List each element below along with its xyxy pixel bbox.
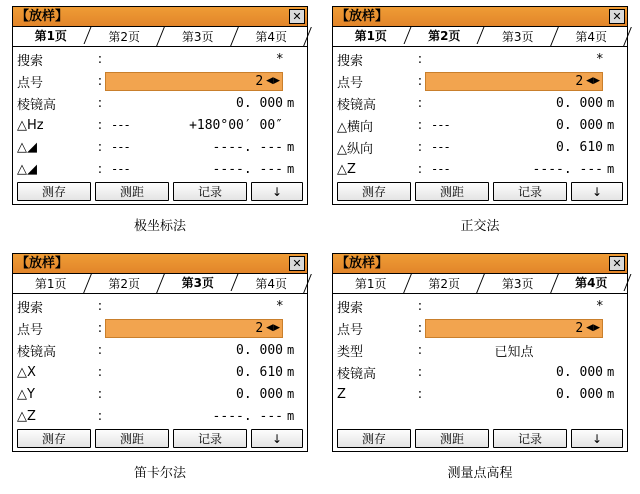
tab-page-1[interactable]: [13, 27, 87, 46]
colon: :: [97, 364, 103, 380]
close-icon[interactable]: ✕: [609, 9, 625, 24]
window-title: 【放样】: [336, 8, 389, 24]
field-unit: m: [607, 118, 615, 132]
row-delta-transverse[interactable]: [333, 114, 627, 136]
field-label: △X: [17, 364, 36, 380]
field-value: 0. 000: [556, 117, 603, 133]
record-button[interactable]: 记录: [173, 182, 247, 201]
field-unit: m: [287, 365, 295, 379]
field-unit: m: [287, 96, 295, 110]
field-value: 0. 610: [556, 139, 603, 155]
field-label: 搜索: [337, 53, 364, 69]
row-search[interactable]: [333, 48, 627, 70]
down-arrow-button[interactable]: ↓: [251, 429, 303, 448]
tab-label: 第3页: [181, 276, 214, 290]
tab-bar: [333, 27, 627, 47]
tab-label: 第3页: [501, 30, 534, 44]
dash-placeholder: ---: [111, 162, 130, 176]
panel-caption: 测量点高程: [447, 466, 513, 481]
window-cartesian: [12, 253, 308, 452]
tab-page-3[interactable]: [160, 274, 234, 293]
titlebar: [13, 254, 307, 274]
dash-placeholder: ---: [431, 118, 450, 132]
field-label: 棱镜高: [337, 97, 377, 113]
field-value: ----. ---: [212, 161, 283, 177]
field-label: 棱镜高: [17, 97, 57, 113]
tab-label: 第1页: [34, 277, 67, 291]
tab-bar: [13, 27, 307, 47]
value-area: [425, 116, 603, 135]
field-value: 已知点: [494, 344, 534, 360]
colon: :: [417, 73, 423, 89]
row-delta-y[interactable]: [13, 383, 307, 405]
colon: :: [417, 342, 423, 358]
tab-page-4[interactable]: [234, 274, 308, 293]
tab-label: 第1页: [354, 277, 387, 291]
field-label: △Z: [337, 161, 356, 177]
measure-distance-button[interactable]: 测距: [95, 182, 169, 201]
field-list: [13, 47, 307, 180]
titlebar: [333, 254, 627, 274]
field-unit: m: [607, 96, 615, 110]
field-value: 0. 000: [556, 386, 603, 402]
field-label: 类型: [337, 344, 364, 360]
field-label: 搜索: [17, 53, 44, 69]
window-orthogonal: [332, 6, 628, 205]
field-label: △Hz: [17, 117, 44, 133]
value-area: [105, 385, 283, 404]
tab-page-1[interactable]: [13, 274, 87, 293]
value-area: [425, 297, 603, 316]
tab-page-3[interactable]: [480, 27, 554, 46]
value-area: [425, 341, 603, 360]
value-area: [105, 94, 283, 113]
field-label: 点号: [337, 322, 364, 338]
colon: :: [97, 386, 103, 402]
field-value: 2: [575, 320, 584, 336]
row-search[interactable]: [13, 48, 307, 70]
row-search[interactable]: [13, 295, 307, 317]
row-spacer: [333, 405, 627, 427]
tab-page-2[interactable]: [87, 27, 161, 46]
field-label: △◢: [17, 139, 37, 155]
field-value: ----. ---: [532, 161, 603, 177]
field-label: 搜索: [17, 300, 44, 316]
value-area: [105, 160, 283, 179]
record-button[interactable]: 记录: [173, 429, 247, 448]
value-area: [105, 407, 283, 426]
spinner-arrows-icon[interactable]: ◀ ▶: [266, 322, 280, 333]
value-area[interactable]: [425, 319, 603, 338]
dash-placeholder: ---: [431, 162, 450, 176]
value-area: [105, 50, 283, 69]
tab-page-1[interactable]: [333, 27, 407, 46]
field-value: 0. 000: [236, 342, 283, 358]
tab-label: 第4页: [575, 30, 608, 44]
down-arrow-button[interactable]: ↓: [571, 182, 623, 201]
value-area: [105, 116, 283, 135]
row-search[interactable]: [333, 295, 627, 317]
value-area: [425, 363, 603, 382]
colon: :: [97, 51, 103, 67]
spinner-arrows-icon[interactable]: ◀ ▶: [586, 75, 600, 86]
tab-page-4[interactable]: [234, 27, 308, 46]
value-area: [425, 138, 603, 157]
down-arrow-button[interactable]: ↓: [571, 429, 623, 448]
value-area: [425, 160, 603, 179]
dash-placeholder: ---: [431, 140, 450, 154]
colon: :: [97, 117, 103, 133]
field-unit: m: [607, 365, 615, 379]
dash-placeholder: ---: [111, 140, 130, 154]
spinner-arrows-icon[interactable]: ◀ ▶: [586, 322, 600, 333]
value-area: [425, 50, 603, 69]
field-value: *: [596, 51, 603, 67]
row-prism-height[interactable]: [13, 92, 307, 114]
row-prism-height[interactable]: [333, 92, 627, 114]
field-value: *: [596, 298, 603, 314]
row-delta-z[interactable]: [333, 158, 627, 180]
value-area[interactable]: [105, 319, 283, 338]
value-area: [425, 94, 603, 113]
value-area[interactable]: [105, 72, 283, 91]
row-delta-hz[interactable]: [13, 114, 307, 136]
row-type[interactable]: [333, 339, 627, 361]
button-bar: [13, 180, 307, 204]
field-unit: m: [287, 162, 295, 176]
tab-label: 第3页: [501, 277, 534, 291]
row-delta-longitudinal[interactable]: [333, 136, 627, 158]
button-bar: [13, 427, 307, 451]
field-label: △◢: [17, 161, 37, 177]
colon: :: [417, 139, 423, 155]
field-label: △纵向: [337, 141, 373, 157]
row-delta-slope-2[interactable]: [13, 158, 307, 180]
row-point-number[interactable]: [13, 317, 307, 339]
tab-bar: [333, 274, 627, 294]
value-area: [105, 341, 283, 360]
field-unit: m: [287, 343, 295, 357]
row-prism-height[interactable]: [13, 339, 307, 361]
value-area: [105, 363, 283, 382]
window-title: 【放样】: [336, 255, 389, 271]
close-icon[interactable]: ✕: [289, 256, 305, 271]
colon: :: [97, 139, 103, 155]
field-value: *: [276, 298, 283, 314]
row-delta-z[interactable]: [13, 405, 307, 427]
colon: :: [417, 298, 423, 314]
field-value: 2: [255, 73, 264, 89]
tab-label: 第3页: [181, 30, 214, 44]
tab-page-2[interactable]: [407, 27, 481, 46]
measure-store-button[interactable]: 测存: [17, 429, 91, 448]
tab-page-2[interactable]: [87, 274, 161, 293]
measure-store-button[interactable]: 测存: [17, 182, 91, 201]
field-value: +180°00′ 00″: [189, 117, 283, 133]
colon: :: [417, 117, 423, 133]
button-bar: [333, 427, 627, 451]
dash-placeholder: ---: [111, 118, 130, 132]
panel-cell-1: [0, 0, 320, 247]
field-list: [13, 294, 307, 427]
field-label: 点号: [337, 75, 364, 91]
colon: :: [417, 386, 423, 402]
row-prism-height[interactable]: [333, 361, 627, 383]
field-value: 0. 000: [556, 95, 603, 111]
tab-label: 第4页: [255, 277, 288, 291]
field-label: 棱镜高: [337, 366, 377, 382]
field-label: 搜索: [337, 300, 364, 316]
tab-page-2[interactable]: [407, 274, 481, 293]
field-label: Z: [337, 386, 346, 402]
tab-page-1[interactable]: [333, 274, 407, 293]
value-area: [425, 385, 603, 404]
record-button[interactable]: 记录: [493, 429, 567, 448]
tab-page-4[interactable]: [554, 274, 628, 293]
measure-store-button[interactable]: 测存: [337, 182, 411, 201]
close-icon[interactable]: ✕: [289, 9, 305, 24]
field-value: 0. 000: [236, 386, 283, 402]
titlebar: [333, 7, 627, 27]
panel-caption: 正交法: [460, 219, 500, 234]
window-polar: [12, 6, 308, 205]
field-label: 点号: [17, 322, 44, 338]
colon: :: [97, 73, 103, 89]
tab-page-4[interactable]: [554, 27, 628, 46]
tab-label: 第2页: [428, 29, 461, 43]
colon: :: [417, 51, 423, 67]
colon: :: [417, 320, 423, 336]
row-delta-x[interactable]: [13, 361, 307, 383]
field-list: [333, 294, 627, 427]
window-title: 【放样】: [16, 255, 69, 271]
colon: :: [417, 161, 423, 177]
measure-store-button[interactable]: 测存: [337, 429, 411, 448]
tab-label: 第4页: [255, 30, 288, 44]
tab-label: 第1页: [354, 29, 387, 43]
tab-label: 第2页: [108, 277, 141, 291]
window-point-elevation: [332, 253, 628, 452]
row-point-number[interactable]: [333, 317, 627, 339]
colon: :: [97, 161, 103, 177]
tab-label: 第2页: [108, 30, 141, 44]
field-label: 棱镜高: [17, 344, 57, 360]
field-unit: m: [287, 387, 295, 401]
panel-cell-3: [0, 247, 320, 494]
field-value: *: [276, 51, 283, 67]
colon: :: [97, 408, 103, 424]
colon: :: [417, 364, 423, 380]
field-value: 0. 000: [236, 95, 283, 111]
field-label: 点号: [17, 75, 44, 91]
value-area: [105, 138, 283, 157]
measure-distance-button[interactable]: 测距: [95, 429, 169, 448]
field-label: △横向: [337, 119, 373, 135]
field-value: ----. ---: [212, 139, 283, 155]
panel-cell-2: [320, 0, 640, 247]
colon: :: [417, 95, 423, 111]
tab-page-3[interactable]: [480, 274, 554, 293]
close-icon[interactable]: ✕: [609, 256, 625, 271]
panel-cell-4: [320, 247, 640, 494]
tab-label: 第1页: [34, 29, 67, 43]
field-unit: m: [607, 162, 615, 176]
row-point-number[interactable]: [333, 70, 627, 92]
colon: :: [97, 298, 103, 314]
field-label: △Y: [17, 386, 35, 402]
value-area[interactable]: [425, 72, 603, 91]
field-label: △Z: [17, 408, 36, 424]
tab-label: 第4页: [575, 276, 608, 290]
value-area: [105, 297, 283, 316]
field-value: 2: [575, 73, 584, 89]
panel-caption: 笛卡尔法: [133, 466, 186, 481]
row-z[interactable]: [333, 383, 627, 405]
field-value: 0. 000: [556, 364, 603, 380]
panel-caption: 极坐标法: [133, 219, 186, 234]
window-title: 【放样】: [16, 8, 69, 24]
titlebar: [13, 7, 307, 27]
field-list: [333, 47, 627, 180]
field-value: 0. 610: [236, 364, 283, 380]
button-bar: [333, 180, 627, 204]
measure-distance-button[interactable]: 测距: [415, 182, 489, 201]
field-value: 2: [255, 320, 264, 336]
row-point-number[interactable]: [13, 70, 307, 92]
field-value: ----. ---: [212, 408, 283, 424]
record-button[interactable]: 记录: [493, 182, 567, 201]
colon: :: [97, 342, 103, 358]
field-unit: m: [607, 140, 615, 154]
measure-distance-button[interactable]: 测距: [415, 429, 489, 448]
field-unit: m: [607, 387, 615, 401]
spinner-arrows-icon[interactable]: ◀ ▶: [266, 75, 280, 86]
field-unit: m: [287, 140, 295, 154]
colon: :: [97, 95, 103, 111]
tab-bar: [13, 274, 307, 294]
colon: :: [97, 320, 103, 336]
row-delta-slope-1[interactable]: [13, 136, 307, 158]
tab-page-3[interactable]: [160, 27, 234, 46]
down-arrow-button[interactable]: ↓: [251, 182, 303, 201]
tab-label: 第2页: [428, 277, 461, 291]
field-unit: m: [287, 409, 295, 423]
